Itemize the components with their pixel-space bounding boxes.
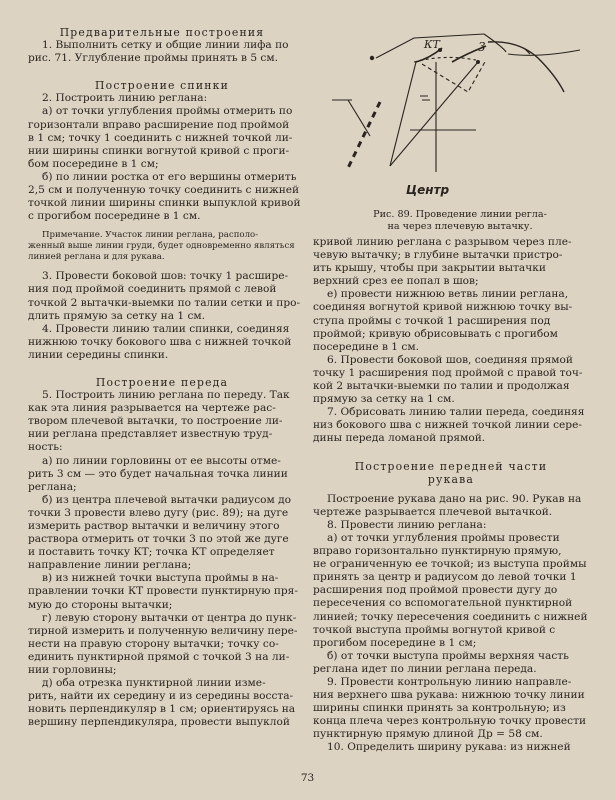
figure-caption [350,209,570,232]
text-line: 2. Построить линию реглана: [42,92,208,105]
text-line: г) левую сторону вытачки от центра до пунк- [42,611,297,624]
text-line: посередине в 1 см. [313,340,419,353]
text-line: точкой линии ширины спинки выпуклой кривой [28,197,301,210]
page-number: 73 [300,772,315,784]
text-line: чевую вытачку; в глубине вытачки пристро- [313,249,563,262]
text-line: вершину перпендикуляра, провести выпуклой [28,716,290,729]
figure-caption-line-1: Рис. 89. Проведение линии регла- [373,209,547,220]
text-line: нии ширины спинки вогнутой кривой с проги- [28,144,290,157]
label-kt: КТ [424,38,440,51]
text-line: а) от точки углубления проймы провести [327,531,560,544]
text-line: реглана; [28,480,77,493]
text-line: твором плечевой вытачки, то построение ли- [28,415,283,428]
text-line: точкой 2 вытачки-выемки по талии сетки и про- [28,296,301,309]
note-line: линией реглана и для рукава. [28,252,165,263]
spacer [28,65,296,79]
text-line: кой 2 вытачки-выемки по талии и продолжая [313,380,570,393]
spacer [28,223,296,230]
text-line: а) от точки углубления проймы отмерить по [42,105,293,118]
label-center: Центр [406,183,450,197]
section-heading: Построение переда [95,375,229,389]
text-line: рис. 71. Углубление проймы принять в 5 см. [28,52,278,65]
text-line: дины переда ломаной прямой. [313,432,486,445]
text-line: в) из нижней точки выступа проймы в на- [42,572,279,585]
text-line: верхний срез ее попал в шов; [313,275,479,288]
section-heading: рукава [427,472,475,486]
text-line: нижнюю точку бокового шва с нижней точкой [28,335,292,348]
dashed-construction [422,60,486,92]
text-line: ить крышу, чтобы при закрытии вытачки [313,262,546,275]
section-heading: Построение спинки [95,79,229,93]
label-3: 3 [478,40,486,54]
text-line: Построение рукава дано на рис. 90. Рукав на [327,492,582,505]
right-text-column [313,236,589,755]
text-line: измерить раствор вытачки и величину этого [28,520,280,532]
spacer [313,486,589,493]
text-line: с прогибом посередине в 1 см. [28,210,201,223]
text-line: бом посередине в 1 см; [28,157,159,170]
text-line: 7. Обрисовать линию талии переда, соединяя [327,406,585,419]
text-line: не ограниченную ее точкой; из выступа проймы [313,558,587,571]
text-line: точку 1 расширения под проймой с правой точ- [313,366,583,379]
text-line: точки 3 провести влево дугу (рис. 89); на дуге [28,506,289,519]
text-line: раствора отмерить от точки 3 по этой же дуге [28,533,289,546]
text-line: мую до стороны вытачки; [28,598,173,611]
raglan-construction-diagram [318,18,600,200]
text-line: тирной измерить и полученную величину пере- [28,624,298,637]
text-line: единить пунктирной прямой с точкой 3 на ли- [28,650,290,663]
tick-marks [420,96,430,100]
text-line: пунктирную прямую длиной Др = 58 см. [313,728,543,741]
left-text-column [28,26,301,730]
text-line: соединяя вогнутой кривой нижнюю точку вы- [313,301,573,314]
text-line: длить прямую за сетку на 1 см. [28,309,206,322]
point-left [370,56,374,60]
text-line: в 1 см; точку 1 соединить с нижней точкой ли- [28,131,293,144]
text-line: прогибом посередине в 1 см; [313,636,477,649]
text-line: чертеже разрывается плечевой вытачкой. [313,505,553,518]
section-heading: Предварительные построения [59,26,265,39]
text-line: а) по линии горловины от ее высоты отме- [42,454,281,467]
text-line: 8. Провести линию реглана: [327,518,487,531]
text-line: ность: [28,441,63,454]
text-line: низ бокового шва с нижней точкой линии сере- [313,419,582,432]
text-line: расширения под проймой провести дугу до [313,584,558,597]
text-line: 3. Провести боковой шов: точку 1 расшире- [42,270,289,283]
text-line: 2,5 см и полученную точку соединить с нижней [28,184,300,197]
text-line: прямую за сетку на 1 см. [313,393,455,406]
text-line: линии середины спинки. [28,348,169,361]
text-line: 5. Построить линию реглана по переду. Так [42,389,290,402]
neckline-start [484,34,506,52]
text-line: как эта линия разрывается на чертеже рас- [28,402,276,415]
spacer [28,263,296,270]
note-line: Примечание. Участок линии реглана, располо- [42,230,259,241]
text-line: б) из центра плечевой вытачки радиусом до [42,493,292,506]
text-line: реглана идет по линии реглана переда. [313,662,537,675]
text-line: б) по линии ростка от его вершины отмерить [42,170,297,183]
heavy-dashed-line [348,102,380,168]
text-line: и поставить точку КТ; точка КТ определяет [28,546,275,559]
text-line: ступа проймы с точкой 1 расширения под [313,314,551,327]
text-line: горизонтали вправо расширение под проймой [28,118,290,131]
figure-89-drawing [318,18,600,200]
text-line: 4. Провести линию талии спинки, соединяя [42,322,290,335]
text-line: е) провести нижнюю ветвь линии реглана, [327,288,569,301]
text-line: проймой; кривую обрисовывать с прогибом [313,327,558,340]
text-line: д) оба отрезка пунктирной линии изме- [42,677,266,690]
text-line: 9. Провести контрольную линию направле- [327,676,572,688]
spacer [28,362,296,376]
text-line: новить перпендикуляр в 1 см; ориентируясь на [28,703,296,716]
point-3 [476,60,480,64]
text-line: рить 3 см — это будет начальная точка линии [28,467,288,480]
text-line: нии горловины; [28,664,117,677]
text-line: ширины спинки принять за контрольную; из [313,702,566,715]
text-line: вправо горизонтально пунктирную прямую, [313,545,562,558]
upper-right-line [508,50,580,55]
text-line: 10. Определить ширину рукава: из нижней [327,741,571,754]
text-line: правлении точки КТ провести пунктирную пря- [28,585,298,598]
text-line: 1. Выполнить сетку и общие линии лифа по [42,39,289,52]
note-line: женный выше линии груди, будет одновременно являться [28,241,295,252]
text-line: пересечения со вспомогательной пунктирной [313,597,573,610]
text-line: нии реглана представляет известную труд- [28,428,273,441]
text-line: рить, найти их середину и из середины восста- [28,690,294,703]
armhole-line [348,100,370,136]
text-line: ния под проймой соединить прямой с левой [28,283,277,296]
text-line: линией; точку пересечения соединить с нижней [313,610,588,623]
spacer [313,446,589,460]
text-line: принять за центр и радиусом до левой точки 1 [313,571,577,584]
text-line: 6. Провести боковой шов, соединяя прямой [327,353,573,366]
text-line: нести на правую сторону вытачки; точку со- [28,637,279,650]
section-heading: Построение передней части [354,459,548,473]
figure-caption-line-2: на через плечевую вытачку. [387,220,533,232]
text-line: конца плеча через контрольную точку провести [313,715,587,728]
text-line: ния верхнего шва рукава: нижнюю точку линии [313,689,585,702]
text-line: направление линии реглана; [28,559,192,572]
text-line: точкой выступа проймы вогнутой кривой с [313,623,556,636]
text-line: б) от точки выступа проймы верхняя часть [327,649,569,662]
text-line: кривой линию реглана с разрывом через пле- [313,236,572,248]
